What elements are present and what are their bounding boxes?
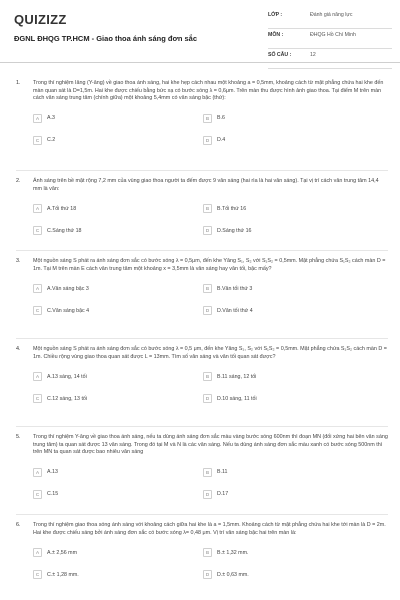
question-number: 4.: [16, 346, 21, 352]
option-letter-c: C: [33, 490, 42, 499]
worksheet-header: [0, 0, 400, 63]
option-a[interactable]: [33, 283, 89, 294]
option-text: A.Vân sáng bậc 3: [47, 285, 89, 292]
option-text: B.Tối thứ 16: [217, 205, 247, 212]
option-letter-a: A: [33, 204, 42, 213]
option-d[interactable]: [203, 225, 251, 236]
answer-options: [33, 281, 388, 325]
worksheet-meta: [268, 12, 392, 72]
option-letter-d: D: [203, 226, 212, 235]
option-letter-c: C: [33, 226, 42, 235]
question-3: [16, 258, 388, 325]
option-text: D.± 0,63 mm.: [217, 571, 249, 578]
option-letter-a: A: [33, 114, 42, 123]
option-d[interactable]: [203, 135, 225, 146]
option-letter-a: A: [33, 468, 42, 477]
option-text: A.13: [47, 469, 58, 475]
option-letter-a: A: [33, 372, 42, 381]
option-text: A.3: [47, 115, 55, 121]
option-letter-d: D: [203, 490, 212, 499]
option-b[interactable]: [203, 283, 252, 294]
option-text: C.12 sáng, 13 tối: [47, 395, 88, 402]
option-letter-d: D: [203, 394, 212, 403]
option-text: D.4: [217, 137, 226, 143]
option-a[interactable]: [33, 467, 58, 478]
question-5: [16, 434, 388, 509]
question-divider: [16, 426, 388, 427]
answer-options: [33, 465, 388, 509]
option-d[interactable]: [203, 305, 253, 316]
option-text: C.15: [47, 491, 59, 497]
option-letter-b: B: [203, 372, 212, 381]
question-text: Trong thí nghiệm Y-âng về giao thoa ánh sáng, nếu ta dùng ánh sáng đơn sắc màu vàng bước sóng 600nm thì đoạn MN (đối xứng hai bên vân sáng trung tâm) ta quan sát được 13 vân sáng. Trong đó tại M và N là các vân sáng. Nếu ta dùng ánh sáng đơn sắc màu xanh có bước sóng 500nm thì trên MN ta quan sát được bao nhiêu vân sáng: [33, 434, 388, 455]
option-text: A.± 2,56 mm: [47, 549, 77, 556]
question-text: Một nguồn sáng S phát ra ánh sáng đơn sắc có bước sóng λ = 0,5 μm, đến khe Yâng S₁, S₂ với S₁S₂ = 0,5mm. Mặt phẳng chứa S₁S₂ cách màn D = 1m. Chiều rộng vùng giao thoa quan sát được L = 13mm. Tìm số vân sáng và vân tối quan sát được?: [33, 346, 387, 360]
option-text: D.17: [217, 491, 229, 497]
option-letter-b: B: [203, 468, 212, 477]
question-text: Trong thí nghiệm giao thoa sóng ánh sáng với khoảng cách giữa hai khe là a = 1,5mm. Khoảng cách từ mặt phẳng chứa hai khe tới màn là D = 2m. Hai khe được chiếu sáng bởi ánh sáng đơn sắc có bước sóng λ= 0,48 μm. Vị trí vân sáng bậc hai trên màn là:: [33, 522, 386, 536]
option-letter-c: C: [33, 136, 42, 145]
option-letter-b: B: [203, 114, 212, 123]
option-b[interactable]: [203, 203, 246, 214]
option-a[interactable]: [33, 371, 87, 382]
option-text: C.Vân sáng bậc 4: [47, 307, 90, 314]
question-4: [16, 346, 388, 413]
question-6: [16, 522, 388, 589]
option-d[interactable]: [203, 489, 228, 500]
question-divider: [16, 514, 388, 515]
question-text: Ánh sáng trên bề mặt rộng 7,2 mm của vùng giao thoa người ta đếm được 9 vân sáng (hai rìa là hai vân sáng). Tại vị trí cách vân trung tâm 14,4 mm là vân:: [33, 178, 379, 192]
answer-options: [33, 369, 388, 413]
option-letter-b: B: [203, 548, 212, 557]
question-number: 2.: [16, 178, 21, 184]
question-text: Một nguồn sáng S phát ra ánh sáng đơn sắc có bước sóng λ = 0,5μm, đến khe Yâng S₁, S₂ với S₁S₂ = 0,5mm. Mặt phẳng chứa S₁S₂ cách màn D = 1m. Tại M trên màn E cách vân trung tâm một khoảng x = 3,5mm là vân sáng hay vân tối, bậc mấy?: [33, 258, 386, 272]
option-text: B.11: [217, 469, 228, 475]
question-number: 6.: [16, 522, 21, 528]
option-a[interactable]: [33, 547, 77, 558]
question-text: Trong thí nghiệm Iâng (Y-âng) về giao thoa ánh sáng, hai khe hẹp cách nhau một khoảng a = 0,5mm, khoảng cách từ mặt phẳng chứa hai khe đến màn quan sát là D=1,5m. Hai khe được chiếu bằng bức xạ có bước sóng λ = 0,6μm. Trên màn thu được hình ảnh giao thoa. Tại điểm M trên màn cách vân sáng trung tâm (chính giữa) một khoảng 5,4mm có vân sáng bậc (thứ):: [33, 80, 384, 101]
meta-row-question-count: [268, 52, 392, 69]
meta-value: 12: [310, 52, 316, 58]
question-divider: [16, 338, 388, 339]
worksheet-title: ĐGNL ĐHQG TP.HCM - Giao thoa ánh sáng đơn sắc: [14, 34, 197, 43]
option-b[interactable]: [203, 371, 256, 382]
option-c[interactable]: [33, 135, 55, 146]
meta-key: MÔN :: [268, 32, 284, 38]
option-text: C.Sáng thứ 18: [47, 227, 82, 234]
option-text: A.13 sáng, 14 tối: [47, 373, 87, 380]
option-text: B.6: [217, 115, 225, 121]
option-text: D.Sáng thứ 16: [217, 227, 252, 234]
meta-key: LỚP :: [268, 12, 283, 18]
option-c[interactable]: [33, 569, 79, 580]
option-text: A.Tối thứ 18: [47, 205, 77, 212]
option-b[interactable]: [203, 467, 228, 478]
meta-key: SỐ CÂU :: [268, 52, 292, 58]
option-letter-b: B: [203, 204, 212, 213]
question-number: 1.: [16, 80, 21, 86]
option-text: C.2: [47, 137, 56, 143]
option-b[interactable]: [203, 547, 248, 558]
option-letter-d: D: [203, 306, 212, 315]
option-letter-a: A: [33, 284, 42, 293]
meta-row-subject: [268, 32, 392, 49]
option-text: C.± 1,28 mm.: [47, 571, 79, 578]
answer-options: [33, 111, 388, 155]
meta-value: ĐHQG Hồ Chí Minh: [310, 32, 356, 38]
option-text: B.11 sáng, 12 tối: [217, 373, 257, 380]
option-letter-c: C: [33, 306, 42, 315]
question-divider: [16, 250, 388, 251]
option-c[interactable]: [33, 225, 81, 236]
option-a[interactable]: [33, 203, 76, 214]
option-c[interactable]: [33, 305, 89, 316]
option-b[interactable]: [203, 113, 225, 124]
option-letter-b: B: [203, 284, 212, 293]
answer-options: [33, 545, 388, 589]
question-divider: [16, 170, 388, 171]
option-c[interactable]: [33, 393, 87, 404]
option-letter-d: D: [203, 136, 212, 145]
option-d[interactable]: [203, 569, 249, 580]
option-text: B.Vân tối thứ 3: [217, 285, 253, 292]
option-letter-c: C: [33, 394, 42, 403]
answer-options: [33, 201, 388, 245]
question-1: [16, 80, 388, 155]
question-number: 3.: [16, 258, 21, 264]
quizizz-logo: QUIZIZZ: [14, 12, 67, 27]
option-letter-c: C: [33, 570, 42, 579]
meta-value: Đánh giá năng lực: [310, 12, 353, 18]
question-2: [16, 178, 388, 245]
option-text: D.Vân tối thứ 4: [217, 307, 253, 314]
option-text: B.± 1,32 mm.: [217, 549, 249, 556]
option-letter-a: A: [33, 548, 42, 557]
option-letter-d: D: [203, 570, 212, 579]
option-c[interactable]: [33, 489, 58, 500]
option-text: D.10 sáng, 11 tối: [217, 395, 257, 402]
option-a[interactable]: [33, 113, 55, 124]
question-number: 5.: [16, 434, 21, 440]
meta-row-class: [268, 12, 392, 29]
option-d[interactable]: [203, 393, 257, 404]
